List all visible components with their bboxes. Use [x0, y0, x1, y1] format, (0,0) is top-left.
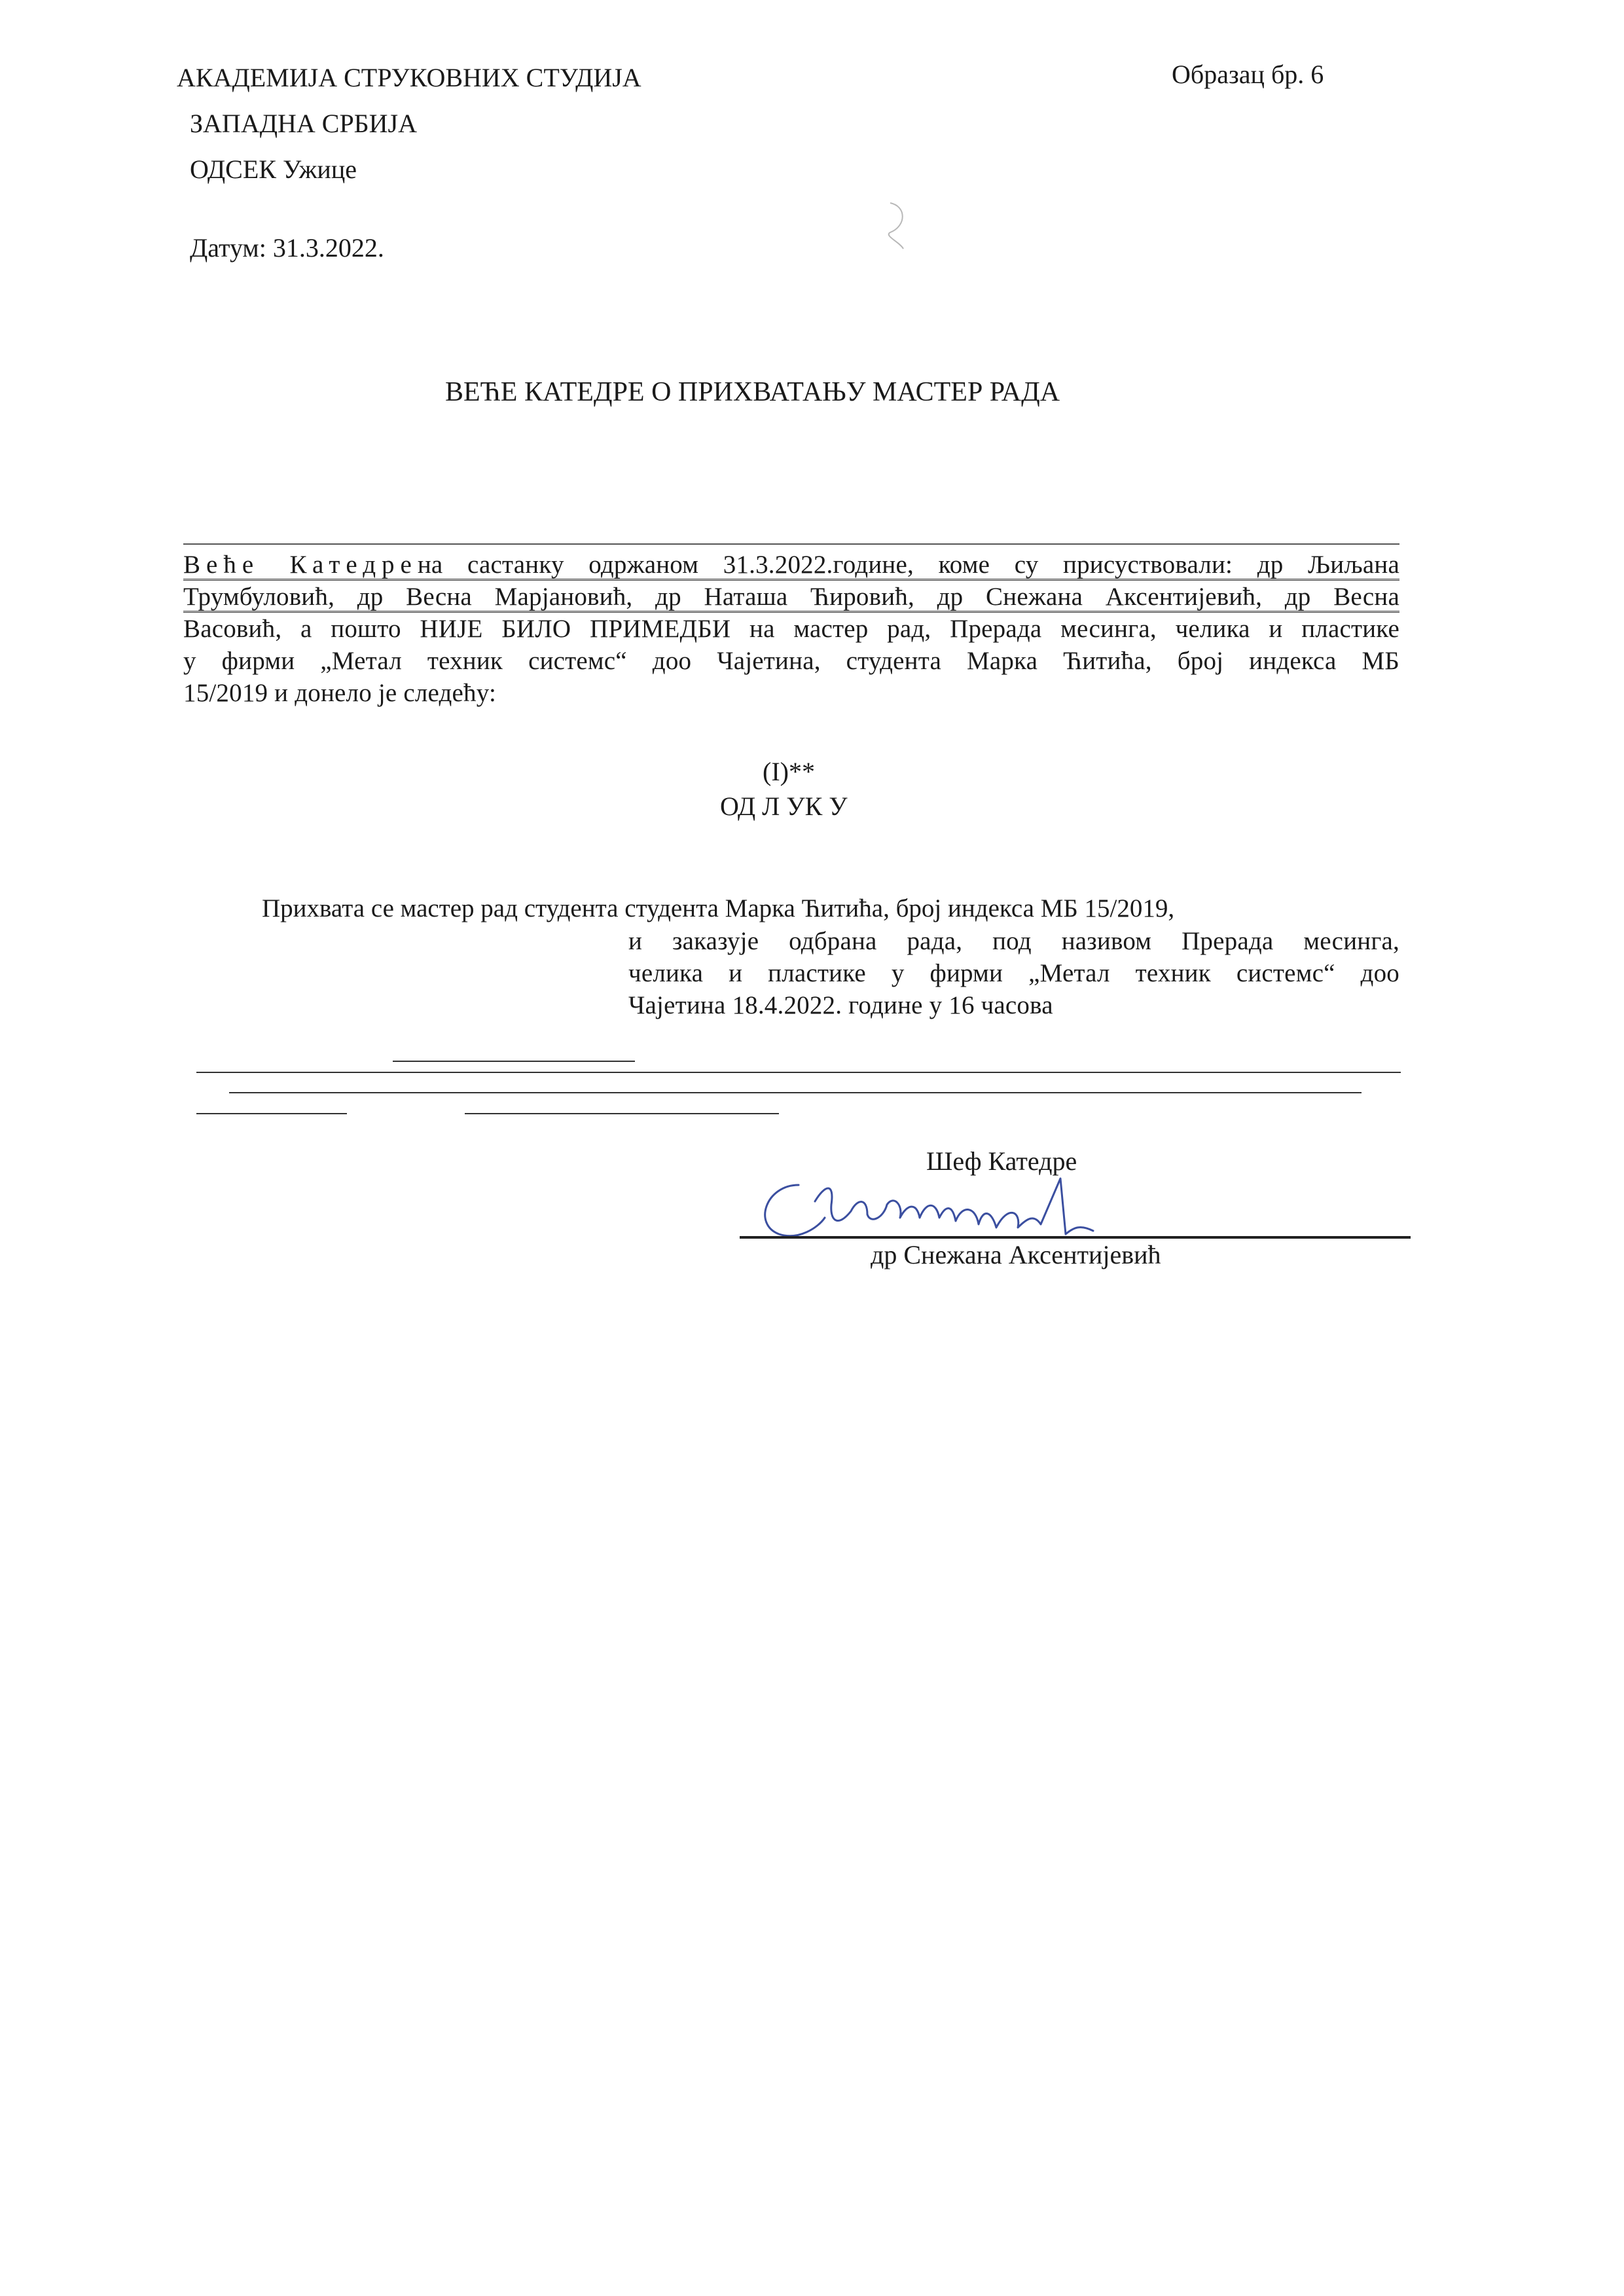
institution-line-3: ОДСЕК Ужице	[190, 155, 357, 184]
intro-line-4: у фирми „Метал техник системс“ доо Чајетина, студента Марка Ћитића, број индекса МБ	[183, 647, 1399, 675]
intro-line-1	[183, 549, 1399, 581]
pencil-mark-icon	[871, 196, 916, 255]
intro-line-1-text: на састанку одржаном 31.3.2022.године, коме су присуствовали: др Љиљана	[418, 551, 1399, 581]
decision-heading: ОД Л УК У	[720, 792, 848, 821]
intro-overline	[183, 543, 1399, 545]
form-number: Образац бр. 6	[1172, 60, 1324, 89]
intro-line-3: Васовић, а пошто НИЈЕ БИЛО ПРИМЕДБИ на мастер рад, Прерада месинга, челика и пластике	[183, 615, 1399, 643]
blank-line-3b	[465, 1113, 779, 1114]
decision-line-3: челика и пластике у фирми „Метал техник системс“ доо	[628, 959, 1399, 987]
decision-line-2: и заказује одбрана рада, под називом Прерада месинга,	[628, 927, 1399, 955]
blank-line-1a	[393, 1061, 635, 1062]
document-title: ВЕЋЕ КАТЕДРЕ О ПРИХВАТАЊУ МАСТЕР РАДА	[445, 377, 1060, 407]
institution-line-1: АКАДЕМИЈА СТРУКОВНИХ СТУДИЈА	[177, 63, 641, 92]
blank-line-3a	[196, 1113, 347, 1114]
intro-line-2	[183, 581, 1399, 613]
blank-line-1	[196, 1072, 1401, 1073]
signature-name: др Снежана Аксентијевић	[871, 1240, 1161, 1269]
decision-line-1: Прихвата се мастер рад студента студента Марка Ћитића, број индекса МБ 15/2019,	[262, 894, 1175, 922]
decision-line-4: Чајетина 18.4.2022. године у 16 часова	[628, 991, 1053, 1019]
intro-line-2-text: Трумбуловић, др Весна Марјановић, др Наташа Ћировић, др Снежана Аксентијевић, др Весна	[183, 583, 1399, 613]
blank-line-2	[229, 1092, 1362, 1093]
signature-line	[740, 1236, 1411, 1239]
institution-line-2: ЗАПАДНА СРБИЈА	[190, 109, 417, 138]
intro-line-5: 15/2019 и донело је следећу:	[183, 679, 496, 707]
document-date: Датум: 31.3.2022.	[190, 233, 384, 263]
signature-role: Шеф Катедре	[926, 1146, 1077, 1176]
intro-council-label: Веће Катедре	[183, 551, 418, 581]
decision-marker: (I)**	[763, 757, 815, 786]
